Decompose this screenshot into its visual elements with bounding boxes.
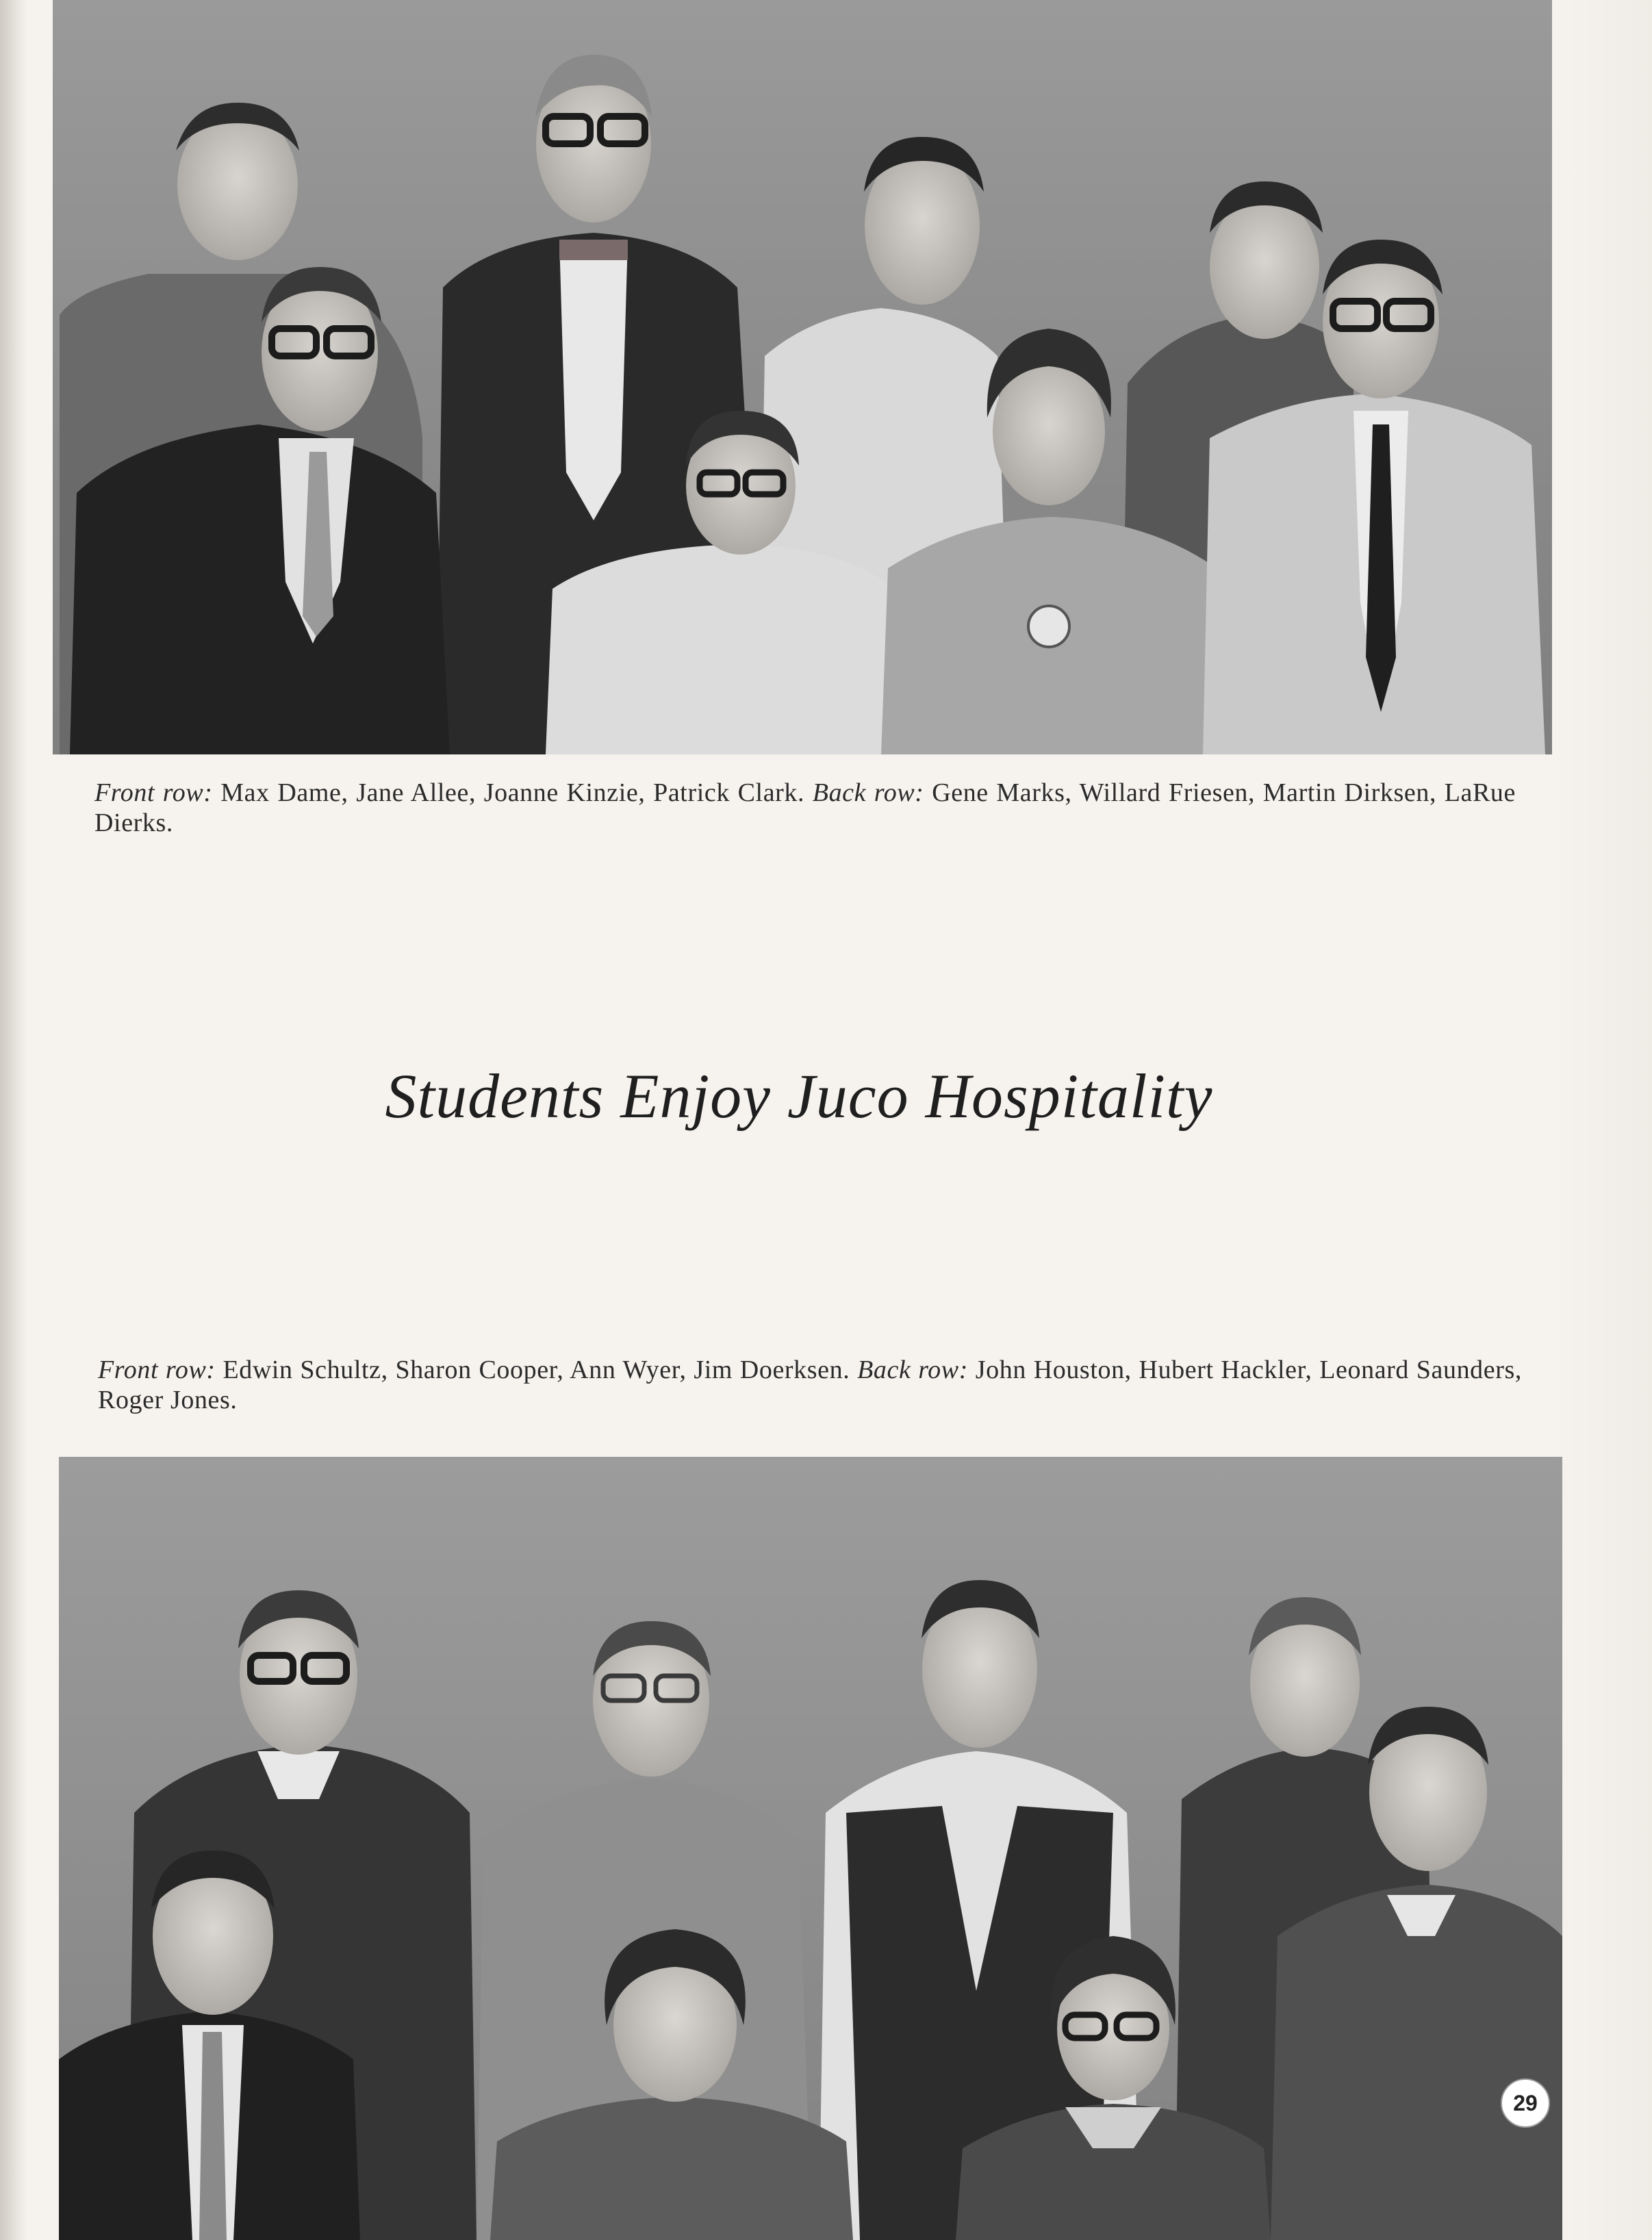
page-headline: Students Enjoy Juco Hospitality — [385, 1061, 1213, 1131]
back-row-names: John Houston, Hubert Hackler, Leonard Saunders, Roger Jones. — [98, 1356, 1522, 1414]
back-row-names: Gene Marks, Willard Friesen, Martin Dirksen, LaRue Dierks. — [94, 778, 1516, 837]
front-row-label: Front row: — [94, 778, 213, 807]
front-row-names: Edwin Schultz, Sharon Cooper, Ann Wyer, Jim Doerksen. — [215, 1356, 858, 1384]
top-photo-caption — [94, 778, 1516, 838]
back-row-label: Back row: — [857, 1356, 968, 1384]
top-group-photo — [53, 0, 1552, 754]
bottom-group-photo — [59, 1457, 1562, 2240]
page-number: 29 — [1501, 2078, 1550, 2128]
bottom-photo-caption — [98, 1355, 1522, 1415]
back-row-label: Back row: — [812, 778, 924, 807]
front-row-label: Front row: — [98, 1356, 216, 1384]
front-row-names: Max Dame, Jane Allee, Joanne Kinzie, Patrick Clark. — [212, 778, 813, 807]
